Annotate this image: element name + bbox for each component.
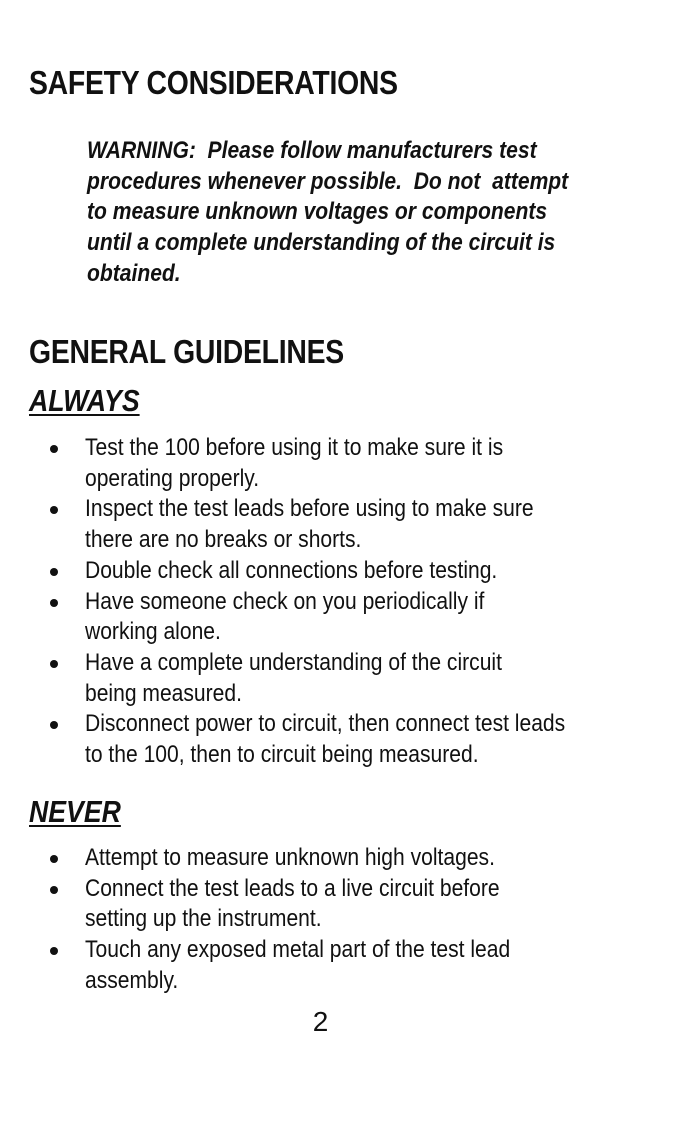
list-item — [0, 874, 689, 935]
bullet-icon — [50, 445, 58, 453]
list-item-line: Disconnect power to circuit, then connect test leads — [85, 710, 566, 738]
list-item-line: Double check all connections before testing. — [85, 556, 498, 584]
list-item — [0, 556, 689, 587]
list-item-line: Test the 100 before using it to make sure it is — [85, 434, 504, 461]
bullet-icon — [50, 660, 58, 668]
list-item-text — [85, 648, 635, 709]
warning-line: procedures whenever possible. Do not attempt — [87, 167, 569, 195]
never-subheading: NEVER — [29, 794, 121, 829]
bullet-icon — [50, 721, 58, 729]
list-item — [0, 709, 689, 770]
list-item-line: setting up the instrument. — [85, 905, 322, 933]
list-item — [0, 843, 689, 874]
warning-line: WARNING: Please follow manufacturers test — [87, 137, 537, 164]
always-subheading: ALWAYS — [29, 383, 140, 418]
list-item-line: Connect the test leads to a live circuit before — [85, 874, 500, 902]
list-item — [0, 494, 689, 555]
list-item-line: Attempt to measure unknown high voltages. — [85, 844, 495, 871]
bullet-icon — [50, 599, 58, 607]
list-item-line: working alone. — [85, 618, 221, 646]
list-item — [0, 648, 689, 709]
list-item-text — [85, 494, 635, 555]
list-item-text — [85, 843, 635, 874]
list-item-text — [85, 433, 635, 494]
list-item — [0, 935, 689, 996]
list-item-text — [85, 587, 635, 648]
warning-line: obtained. — [87, 259, 181, 287]
list-item-text — [85, 874, 635, 935]
list-item — [0, 433, 689, 494]
list-item-text — [85, 935, 635, 996]
list-item-line: assembly. — [85, 966, 179, 994]
warning-line: to measure unknown voltages or components — [87, 198, 548, 226]
list-item-line: Inspect the test leads before using to make sure — [85, 495, 534, 523]
always-list — [0, 433, 689, 771]
list-item-text — [85, 709, 635, 770]
warning-paragraph — [87, 136, 603, 290]
bullet-icon — [50, 947, 58, 955]
page-number: 2 — [312, 1006, 329, 1037]
list-item — [0, 587, 689, 648]
list-item-line: operating properly. — [85, 464, 260, 492]
list-item-line: there are no breaks or shorts. — [85, 526, 362, 554]
list-item-line: Have a complete understanding of the circuit — [85, 648, 502, 676]
warning-line: until a complete understanding of the circuit is — [87, 229, 556, 257]
bullet-icon — [50, 855, 58, 863]
list-item-text — [85, 556, 635, 587]
safety-considerations-heading: SAFETY CONSIDERATIONS — [29, 64, 398, 101]
list-item-line: Have someone check on you periodically if — [85, 587, 485, 615]
list-item-line: Touch any exposed metal part of the test lead — [85, 936, 511, 964]
general-guidelines-heading: GENERAL GUIDELINES — [29, 333, 344, 370]
bullet-icon — [50, 506, 58, 514]
list-item-line: to the 100, then to circuit being measured. — [85, 741, 479, 769]
list-item-line: being measured. — [85, 679, 242, 707]
bullet-icon — [50, 886, 58, 894]
never-list — [0, 843, 689, 997]
bullet-icon — [50, 568, 58, 576]
